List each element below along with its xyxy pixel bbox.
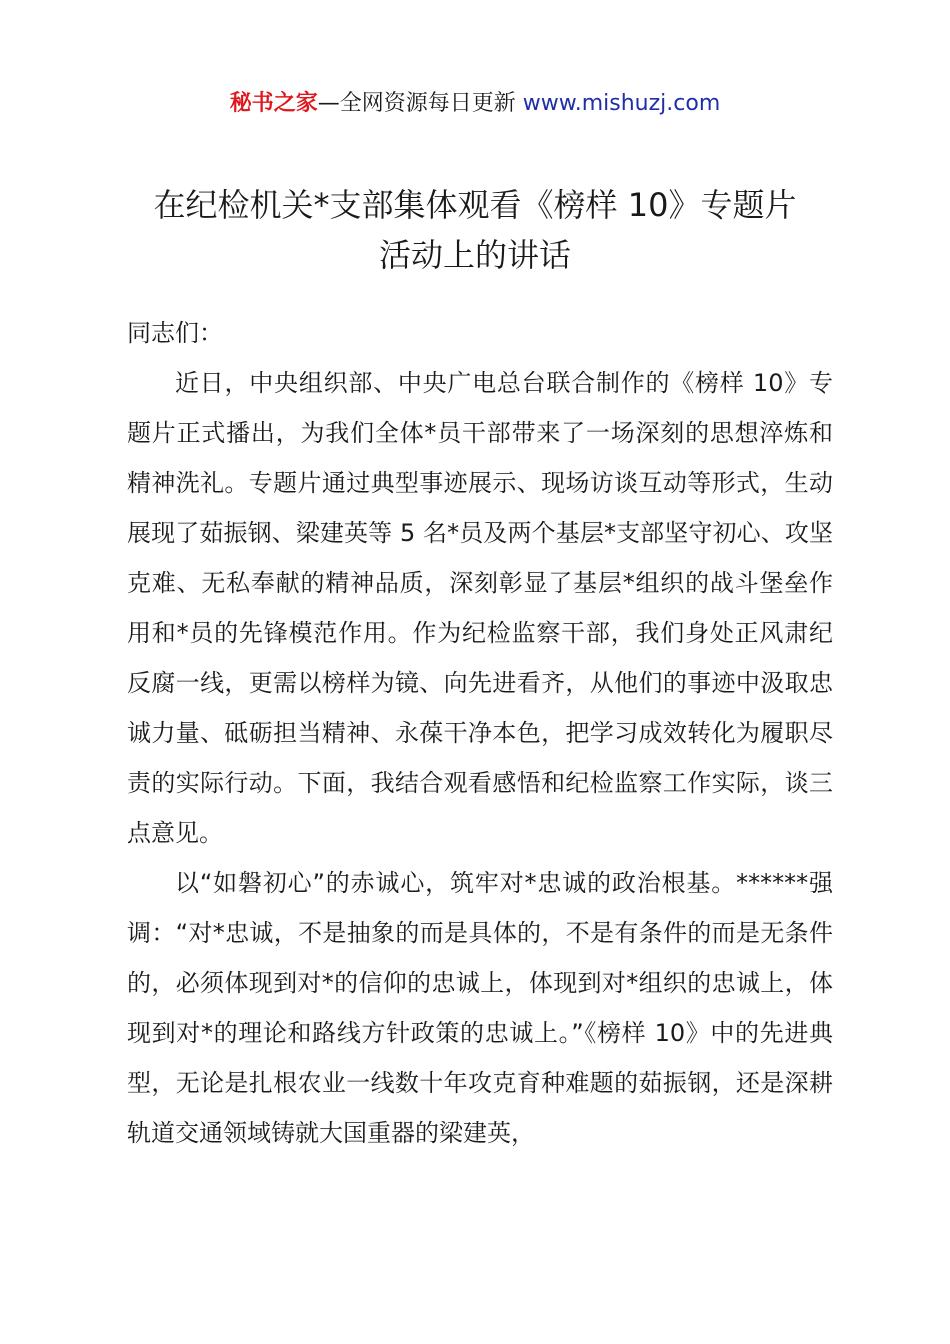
paragraph-1: 近日，中央组织部、中央广电总台联合制作的《榜样 10》专题片正式播出，为我们全体*员干部带来了一场深刻的思想淬炼和精神洗礼。专题片通过典型事迹展示、现场访谈互动等形式，生动展现了茹振钢、梁建英等 5 名*员及两个基层*支部坚守初心、攻坚克难、无私奉献的精神品质，深刻彰显了基层*组织的战斗堡垒作用和*员的先锋模范作用。作为纪检监察干部，我们身处正风肃纪反腐一线，更需以榜样为镜、向先进看齐，从他们的事迹中汲取忠诚力量、砥砺担当精神、永葆干净本色，把学习成效转化为履职尽责的实际行动。下面，我结合观看感悟和纪检监察工作实际，谈三点意见。 [127,369,833,847]
title-line-2: 活动上的讲话 [378,236,571,274]
document-body [127,308,833,1158]
header-tagline: —全网资源每日更新 [317,91,523,116]
site-url-link[interactable]: www.mishuzj.com [522,91,721,116]
document-title [100,180,850,280]
title-line-1: 在纪检机关*支部集体观看《榜样 10》专题片 [153,186,797,224]
brand-name: 秘书之家 [229,91,318,116]
site-header [0,88,950,120]
paragraph-2: 以“如磐初心”的赤诚心，筑牢对*忠诚的政治根基。******强调：“对*忠诚，不是抽象的而是具体的，不是有条件的而是无条件的，必须体现到对*的信仰的忠诚上，体现到对*组织的忠诚上，体现到对*的理论和路线方针政策的忠诚上。”《榜样 10》中的先进典型，无论是扎根农业一线数十年攻克育种难题的茹振钢，还是深耕轨道交通领域铸就大国重器的梁建英， [127,869,833,1147]
salutation: 同志们： [127,319,223,347]
